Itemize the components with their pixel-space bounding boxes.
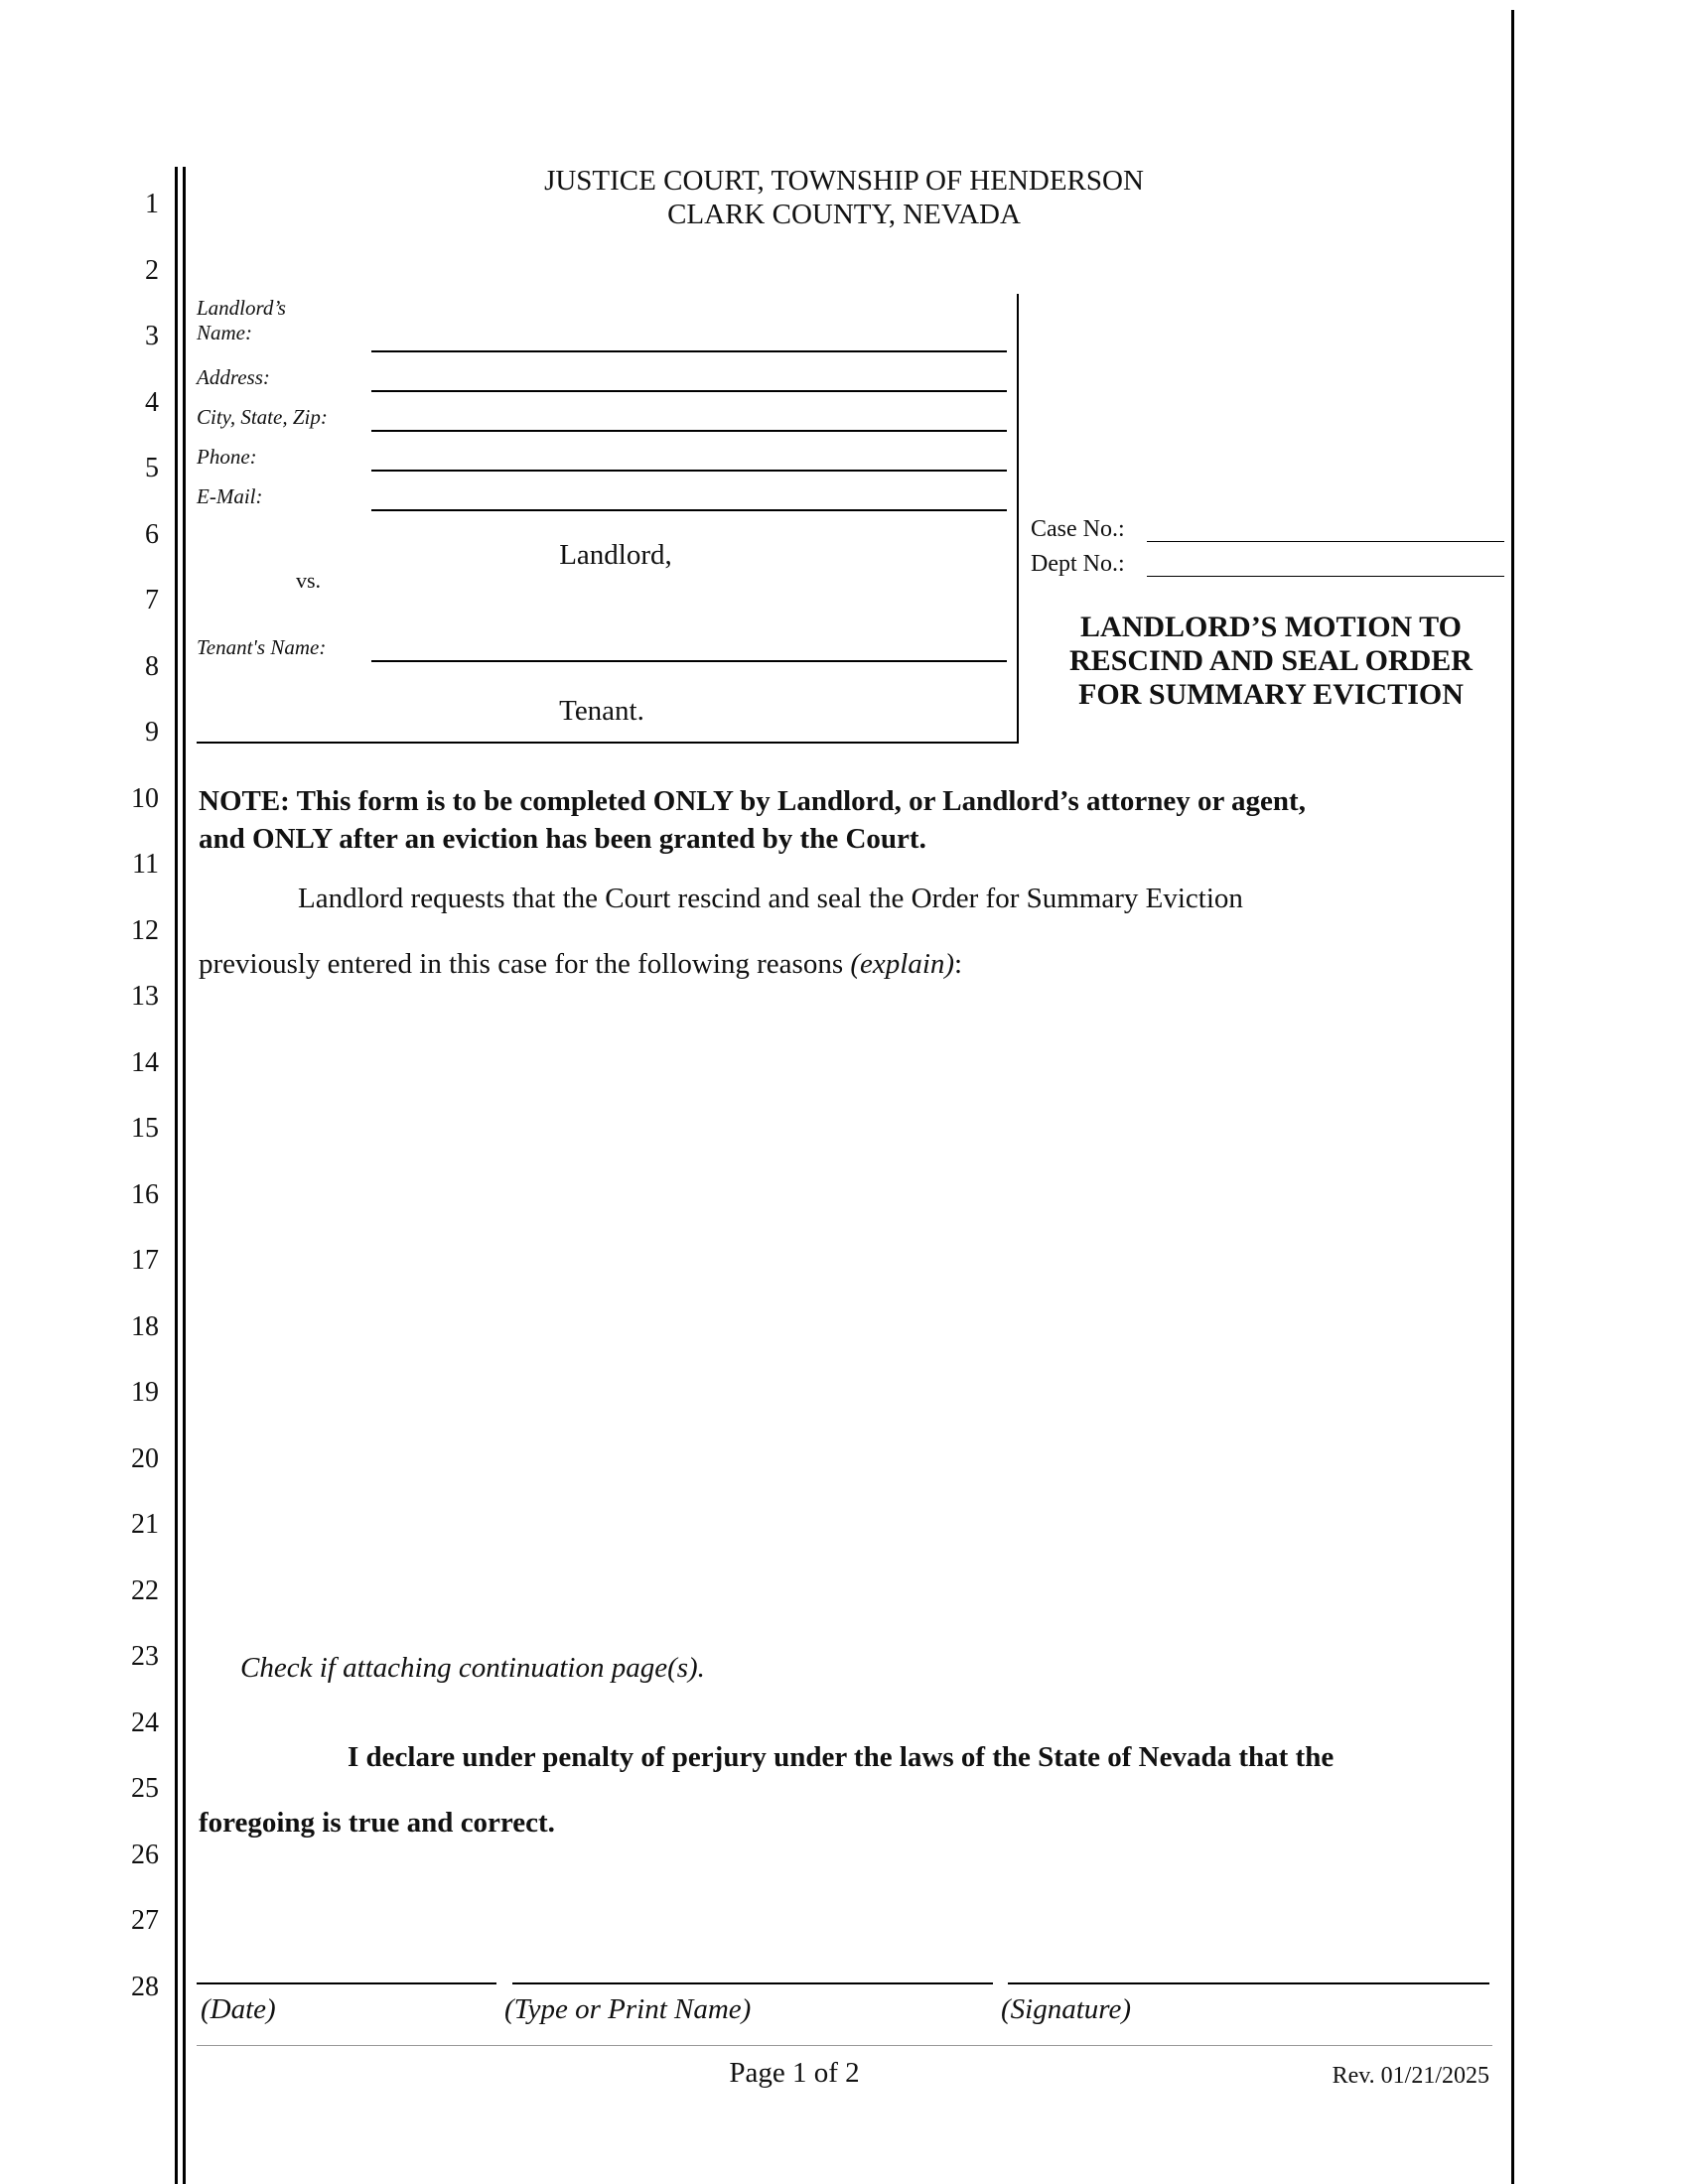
line-number: 27 [131,1905,159,1936]
phone-field[interactable] [371,470,1007,472]
line-number: 28 [131,1972,159,2002]
tenant-role: Tenant. [559,695,644,727]
line-number: 18 [131,1311,159,1342]
line-number: 5 [145,453,159,483]
email-label: E-Mail: [197,484,263,508]
line-number: 10 [131,783,159,814]
line-number: 16 [131,1179,159,1210]
caption-bottom-rule [197,742,1019,744]
court-county: CLARK COUNTY, NEVADA [667,199,1021,230]
line-number: 6 [145,519,159,550]
print-name-field[interactable] [512,1982,993,1984]
line-number: 1 [145,189,159,219]
date-field[interactable] [197,1982,496,1984]
line-number: 11 [132,849,159,880]
footer-rule [197,2045,1492,2046]
line-number: 19 [131,1377,159,1408]
signature-label: (Signature) [1001,1993,1132,2025]
dept-no-field[interactable] [1147,576,1504,577]
line-number: 14 [131,1047,159,1078]
continuation-label: Check if attaching continuation page(s). [240,1652,705,1684]
vs-label: vs. [296,568,322,593]
landlord-role: Landlord, [559,539,672,571]
form-title: LANDLORD’S MOTION TO RESCIND AND SEAL ORDER FOR SUMMARY EVICTION [1069,611,1473,711]
caption-divider [1017,294,1019,743]
email-field[interactable] [371,509,1007,511]
line-number: 2 [145,255,159,286]
line-number: 13 [131,981,159,1012]
request-line-1: Landlord requests that the Court rescind and seal the Order for Summary Eviction [298,883,1243,914]
left-margin-rule-2 [183,167,186,2184]
line-number: 9 [145,717,159,748]
page-number: Page 1 of 2 [729,2057,860,2089]
line-number: 26 [131,1840,159,1870]
request-line-2: previously entered in this case for the following reasons (explain): [199,948,963,980]
address-label: Address: [197,365,270,389]
continuation-checkbox[interactable] [204,1656,227,1680]
line-number: 4 [145,387,159,418]
line-number: 24 [131,1707,159,1738]
declaration-line-1: I declare under penalty of perjury under the laws of the State of Nevada that the [348,1741,1335,1773]
line-number: 22 [131,1575,159,1606]
declaration-line-2: foregoing is true and correct. [199,1807,555,1839]
court-name: JUSTICE COURT, TOWNSHIP OF HENDERSON [544,165,1144,197]
signature-field[interactable] [1008,1982,1489,1984]
print-name-label: (Type or Print Name) [504,1993,752,2025]
city-state-zip-label: City, State, Zip: [197,405,328,429]
address-field[interactable] [371,390,1007,392]
tenant-name-field[interactable] [371,660,1007,662]
left-margin-rule-1 [175,167,178,2184]
tenant-name-label: Tenant's Name: [197,635,327,659]
line-number: 23 [131,1641,159,1672]
city-state-zip-field[interactable] [371,430,1007,432]
note-line-1: NOTE: This form is to be completed ONLY by Landlord, or Landlord’s attorney or agent, [199,785,1306,817]
date-label: (Date) [201,1993,276,2025]
line-number: 7 [145,585,159,615]
landlord-name-label: Landlord’s Name: [197,296,286,345]
phone-label: Phone: [197,445,257,469]
line-number: 8 [145,651,159,682]
line-number: 3 [145,321,159,351]
revision-date: Rev. 01/21/2025 [1332,2063,1489,2089]
line-number: 15 [131,1113,159,1144]
line-number: 25 [131,1773,159,1804]
line-number: 21 [131,1509,159,1540]
line-number: 12 [131,915,159,946]
case-no-label: Case No.: [1031,516,1125,542]
right-margin-rule [1511,10,1514,2184]
line-number: 17 [131,1245,159,1276]
explanation-area[interactable] [199,993,1499,1628]
note-line-2: and ONLY after an eviction has been granted by the Court. [199,823,926,855]
dept-no-label: Dept No.: [1031,551,1125,577]
landlord-name-field[interactable] [371,350,1007,352]
case-no-field[interactable] [1147,541,1504,542]
line-number: 20 [131,1443,159,1474]
